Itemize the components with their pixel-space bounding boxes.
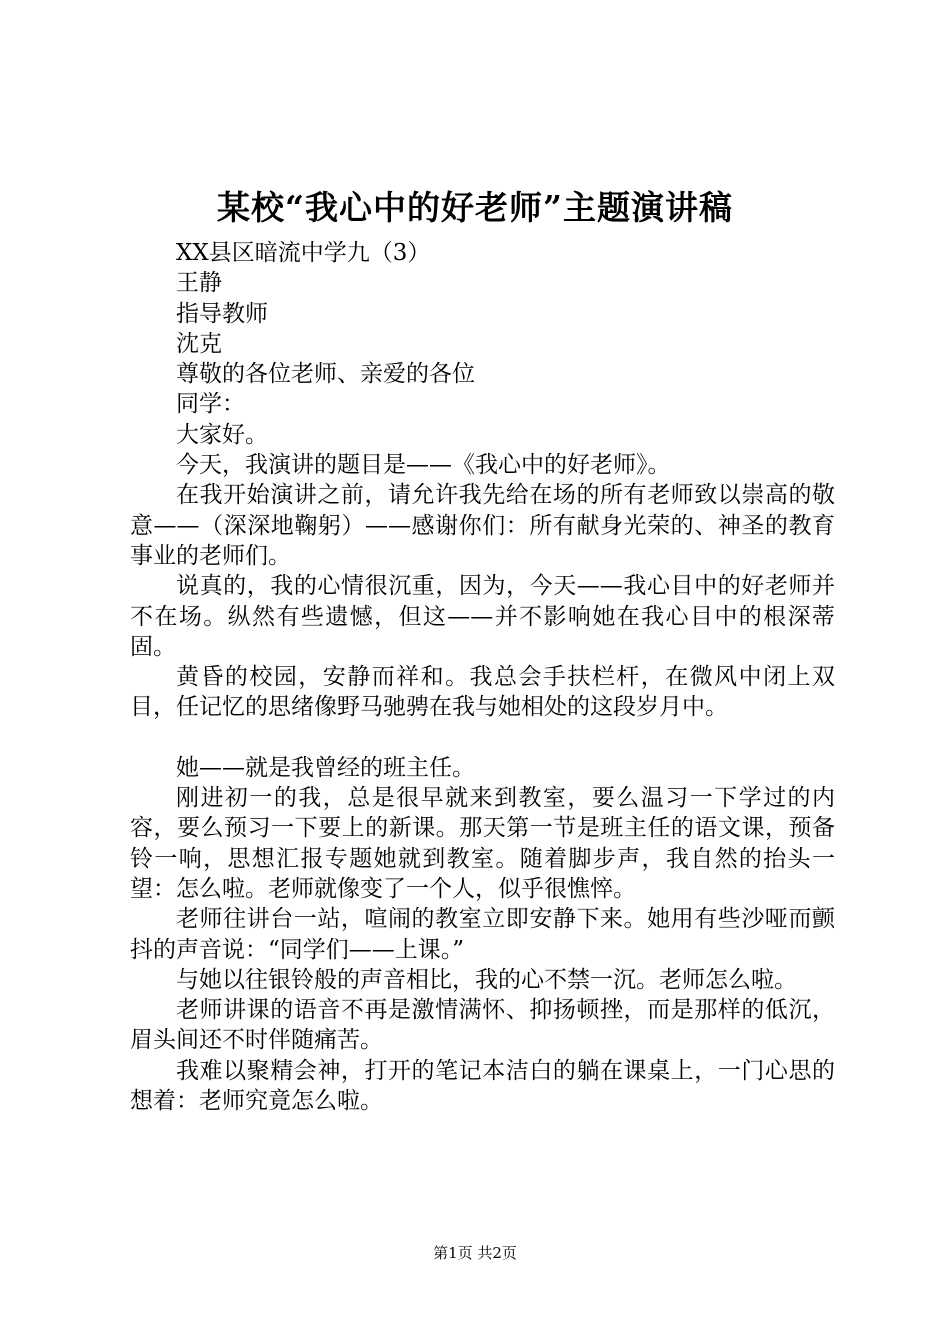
advisor-name: 沈克: [176, 330, 222, 357]
paragraph-4: 她——就是我曾经的班主任。: [176, 754, 475, 781]
paragraph-3: 黄昏的校园，安静而祥和。我总会手扶栏杆，在微风中闭上双目，任记忆的思绪像野马驰骋在我与她相处的这段岁月中。: [130, 664, 835, 721]
page-indicator: 第1页 共2页: [433, 1244, 517, 1262]
greeting-line-1: 尊敬的各位老师、亲爱的各位: [176, 361, 475, 388]
topic-line: 今天，我演讲的题目是——《我心中的好老师》。: [176, 452, 671, 479]
paragraph-9: 我难以聚精会神，打开的笔记本洁白的躺在课桌上，一门心思的想着：老师究竟怎么啦。: [130, 1057, 835, 1115]
paragraph-1: 在我开始演讲之前，请允许我先给在场的所有老师致以崇高的敬意——（深深地鞠躬）——感谢你们：所有献身光荣的、神圣的教育事业的老师们。: [130, 482, 835, 569]
paragraph-8: 老师讲课的语音不再是激情满怀、抑扬顿挫，而是那样的低沉，眉头间还不时伴随痛苦。: [130, 997, 835, 1054]
greeting-line-3: 大家好。: [176, 421, 268, 448]
advisor-label: 指导教师: [176, 300, 268, 327]
paragraph-7: 与她以往银铃般的声音相比，我的心不禁一沉。老师怎么啦。: [176, 966, 797, 993]
greeting-line-2: 同学：: [176, 391, 245, 418]
paragraph-gap: [130, 723, 835, 753]
paragraph-5: 刚进初一的我，总是很早就来到教室，要么温习一下学过的内容，要么预习一下要上的新课。那天第一节是班主任的语文课，预备铃一响，思想汇报专题她就到教室。随着脚步声，我自然的抬头一望：怎么啦。老师就像变了一个人，似乎很憔悴。: [130, 785, 835, 902]
student-name: 王静: [176, 270, 222, 297]
paragraph-2: 说真的，我的心情很沉重，因为，今天——我心目中的好老师并不在场。纵然有些遗憾，但这——并不影响她在我心目中的根深蒂固。: [130, 573, 835, 660]
paragraph-6: 老师往讲台一站，喧闹的教室立即安静下来。她用有些沙哑而颤抖的声音说：“同学们——上课。”: [130, 906, 835, 963]
school-line: XX县区暗流中学九（3）: [176, 240, 431, 266]
document-title: 某校“我心中的好老师”主题演讲稿: [217, 188, 733, 227]
document-body: [130, 238, 835, 1116]
